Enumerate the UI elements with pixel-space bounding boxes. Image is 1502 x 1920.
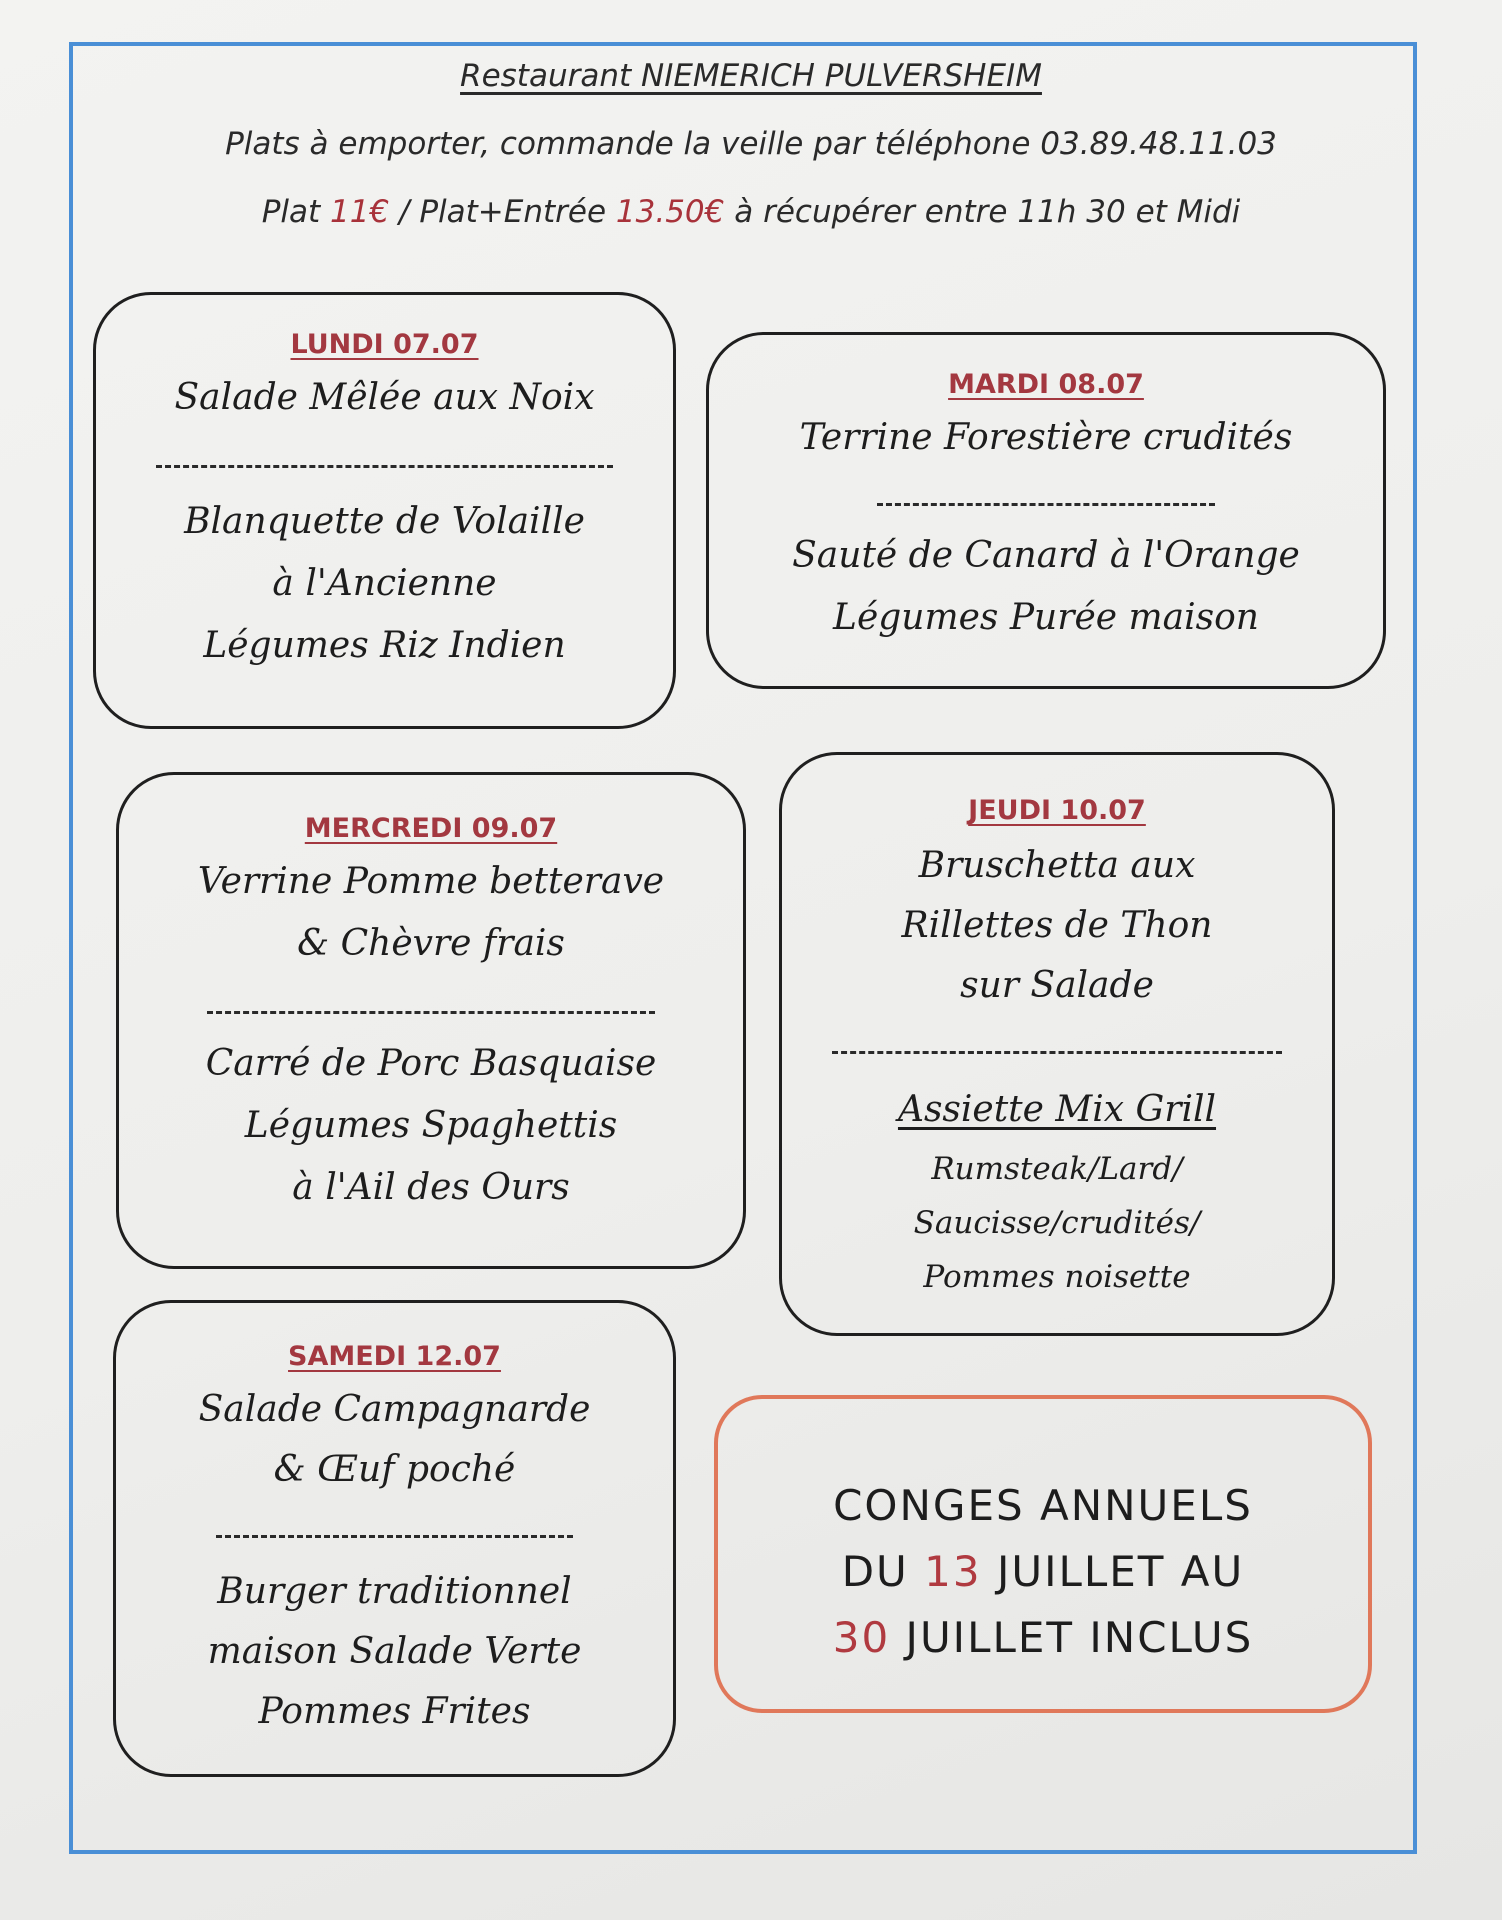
starter-line: Salade Campagnarde bbox=[198, 1389, 591, 1430]
day-label: JEUDI 10.07 bbox=[968, 795, 1146, 826]
notice-text: JUILLET INCLUS bbox=[890, 1613, 1254, 1662]
day-label: MERCREDI 09.07 bbox=[304, 813, 558, 844]
main-line: Sauté de Canard à l'Orange bbox=[792, 535, 1300, 576]
main-line: Pommes noisette bbox=[923, 1259, 1191, 1295]
separator bbox=[207, 1011, 655, 1014]
annual-leave-notice bbox=[714, 1395, 1372, 1713]
price-label-combo: / Plat+Entrée bbox=[389, 194, 616, 230]
starter-line: & Chèvre frais bbox=[297, 923, 565, 964]
notice-line-1: CONGES ANNUELS bbox=[833, 1481, 1253, 1530]
notice-line-2 bbox=[718, 1547, 1368, 1596]
menu-card-mercredi bbox=[116, 772, 746, 1269]
main-line: Saucisse/crudités/ bbox=[913, 1205, 1201, 1241]
separator bbox=[156, 465, 613, 468]
order-instructions: Plats à emporter, commande la veille par téléphone 03.89.48.11.03 bbox=[225, 126, 1277, 162]
day-label: MARDI 08.07 bbox=[948, 369, 1144, 400]
pickup-time: à récupérer entre 11h 30 et Midi bbox=[724, 194, 1241, 230]
restaurant-title: Restaurant NIEMERICH PULVERSHEIM bbox=[460, 58, 1042, 94]
main-line: à l'Ail des Ours bbox=[292, 1167, 570, 1208]
separator bbox=[832, 1051, 1282, 1054]
menu-card-samedi bbox=[113, 1300, 676, 1777]
main-line: Burger traditionnel bbox=[217, 1571, 572, 1612]
main-line: à l'Ancienne bbox=[272, 563, 497, 604]
separator bbox=[877, 503, 1215, 506]
main-line: Blanquette de Volaille bbox=[184, 501, 585, 542]
separator bbox=[216, 1535, 573, 1538]
main-line: Légumes Spaghettis bbox=[244, 1105, 618, 1146]
menu-card-lundi bbox=[93, 292, 676, 729]
main-line: Pommes Frites bbox=[258, 1691, 531, 1732]
starter: Salade Mêlée aux Noix bbox=[174, 377, 595, 418]
notice-start-day: 13 bbox=[924, 1547, 982, 1596]
starter-line: Bruschetta aux bbox=[918, 845, 1196, 886]
main-title: Assiette Mix Grill bbox=[897, 1089, 1217, 1130]
menu-card-jeudi bbox=[779, 752, 1335, 1336]
notice-text: JUILLET AU bbox=[981, 1547, 1245, 1596]
starter: Terrine Forestière crudités bbox=[799, 417, 1293, 458]
main-line: maison Salade Verte bbox=[207, 1631, 582, 1672]
main-line: Carré de Porc Basquaise bbox=[205, 1043, 657, 1084]
price-combo: 13.50€ bbox=[615, 194, 725, 230]
price-line bbox=[0, 194, 1502, 230]
starter-line: & Œuf poché bbox=[273, 1449, 516, 1490]
price-label-plat: Plat bbox=[261, 194, 331, 230]
notice-end-day: 30 bbox=[832, 1613, 891, 1662]
starter-line: Rillettes de Thon bbox=[901, 905, 1213, 946]
notice-line-3 bbox=[718, 1613, 1368, 1662]
starter-line: Verrine Pomme betterave bbox=[197, 861, 665, 902]
notice-text: DU bbox=[841, 1547, 925, 1596]
main-line: Légumes Purée maison bbox=[833, 597, 1259, 638]
price-plat: 11€ bbox=[330, 194, 390, 230]
day-label: LUNDI 07.07 bbox=[290, 329, 479, 360]
day-label: SAMEDI 12.07 bbox=[288, 1341, 501, 1372]
menu-card-mardi bbox=[706, 332, 1386, 689]
starter-line: sur Salade bbox=[960, 965, 1154, 1006]
main-line: Rumsteak/Lard/ bbox=[931, 1151, 1183, 1187]
main-line: Légumes Riz Indien bbox=[203, 625, 566, 666]
